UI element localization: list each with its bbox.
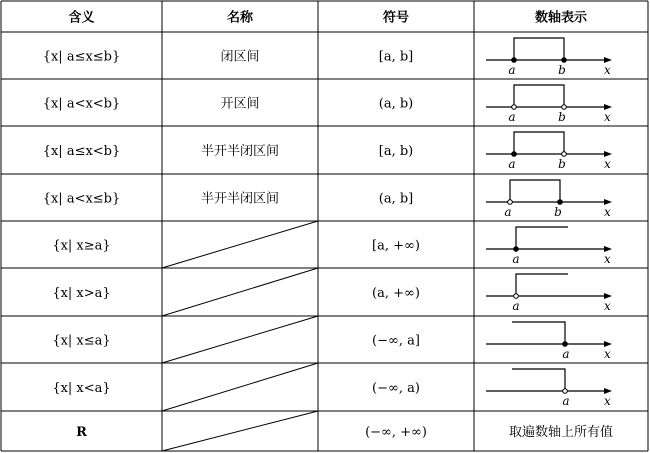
name-cell: 开区间	[220, 96, 260, 112]
axis-label-b: b	[558, 157, 566, 171]
closed-endpoint-dot	[512, 152, 517, 157]
number-line	[486, 274, 612, 313]
closed-endpoint-dot	[512, 58, 517, 63]
closed-endpoint-dot	[563, 342, 568, 347]
empty-cell-diagonal	[162, 268, 318, 316]
ray-bracket	[512, 322, 565, 344]
symbol-cell: (−∞, +∞)	[365, 425, 427, 440]
axis-label-a: a	[508, 157, 516, 171]
axis-label-x: x	[604, 110, 611, 124]
empty-cell-diagonal	[162, 363, 318, 411]
column-header: 数轴表示	[534, 10, 588, 26]
number-line	[486, 180, 612, 219]
closed-endpoint-dot	[562, 58, 567, 63]
meaning-cell: {x| x>a}	[52, 286, 111, 301]
open-endpoint-dot	[562, 105, 567, 110]
symbol-cell: [a, b)	[378, 144, 414, 159]
axis-label-b: b	[558, 63, 566, 77]
axis-label-x: x	[604, 299, 611, 313]
number-line	[486, 85, 612, 124]
axis-label-x: x	[604, 63, 611, 77]
table-row	[52, 363, 612, 411]
ray-bracket	[516, 227, 568, 249]
axis-label-a: a	[508, 110, 516, 124]
numberline-text: 取遍数轴上所有值	[508, 425, 614, 440]
interval-bracket	[514, 132, 564, 154]
meaning-cell: {x| x<a}	[52, 381, 111, 396]
axis-label-b: b	[558, 110, 566, 124]
axis-label-x: x	[604, 347, 611, 361]
open-endpoint-dot	[563, 389, 568, 394]
table-row	[43, 132, 612, 171]
meaning-cell: R	[76, 425, 87, 440]
meaning-cell: {x| a≤x<b}	[42, 144, 121, 159]
number-line	[509, 424, 613, 440]
number-line	[486, 227, 612, 266]
axis-label-a: a	[562, 347, 570, 361]
axis-label-x: x	[604, 252, 611, 266]
empty-cell-diagonal	[162, 411, 318, 451]
symbol-cell: [a, b]	[378, 49, 414, 65]
table-row	[52, 268, 612, 316]
empty-cell-diagonal	[162, 316, 318, 363]
name-cell: 半开半闭区间	[200, 144, 280, 159]
table-row	[52, 316, 612, 363]
interval-bracket	[514, 38, 564, 60]
open-endpoint-dot	[508, 200, 513, 205]
ray-bracket	[512, 369, 565, 391]
axis-label-a: a	[508, 63, 516, 77]
column-header: 名称	[226, 10, 254, 26]
table-header	[68, 10, 588, 26]
number-line	[486, 132, 612, 171]
empty-cell-diagonal	[162, 221, 318, 268]
open-endpoint-dot	[512, 105, 517, 110]
closed-endpoint-dot	[514, 247, 519, 252]
symbol-cell: (a, b]	[378, 191, 414, 207]
number-line	[486, 38, 612, 77]
number-line	[486, 322, 612, 361]
symbol-cell: (−∞, a)	[372, 381, 420, 396]
column-header: 符号	[382, 10, 410, 26]
axis-label-b: b	[554, 205, 562, 219]
table-body	[43, 38, 613, 451]
axis-label-a: a	[512, 252, 520, 266]
number-line	[486, 369, 612, 408]
interval-bracket	[510, 180, 560, 202]
symbol-cell: (a, b)	[378, 96, 414, 112]
open-endpoint-dot	[562, 152, 567, 157]
table-row	[43, 180, 612, 219]
interval-bracket	[514, 85, 564, 107]
table-row	[76, 411, 613, 451]
meaning-cell: {x| x≤a}	[52, 333, 111, 349]
symbol-cell: (−∞, a]	[372, 333, 420, 349]
symbol-cell: (a, +∞)	[372, 286, 420, 301]
axis-label-a: a	[562, 394, 570, 408]
axis-label-x: x	[604, 157, 611, 171]
axis-label-x: x	[604, 205, 611, 219]
ray-bracket	[516, 274, 568, 296]
table-row	[43, 85, 612, 124]
symbol-cell: [a, +∞)	[372, 238, 420, 254]
meaning-cell: {x| a<x≤b}	[42, 191, 121, 207]
axis-label-a: a	[504, 205, 512, 219]
meaning-cell: {x| x≥a}	[52, 238, 111, 254]
meaning-cell: {x| a≤x≤b}	[42, 49, 121, 65]
table-row	[52, 221, 612, 268]
name-cell: 闭区间	[220, 49, 260, 65]
closed-endpoint-dot	[558, 200, 563, 205]
meaning-cell: {x| a<x<b}	[42, 96, 121, 112]
name-cell: 半开半闭区间	[200, 191, 280, 207]
open-endpoint-dot	[514, 294, 519, 299]
column-header: 含义	[68, 10, 95, 26]
table-row	[43, 38, 612, 77]
axis-label-x: x	[604, 394, 611, 408]
axis-label-a: a	[512, 299, 520, 313]
